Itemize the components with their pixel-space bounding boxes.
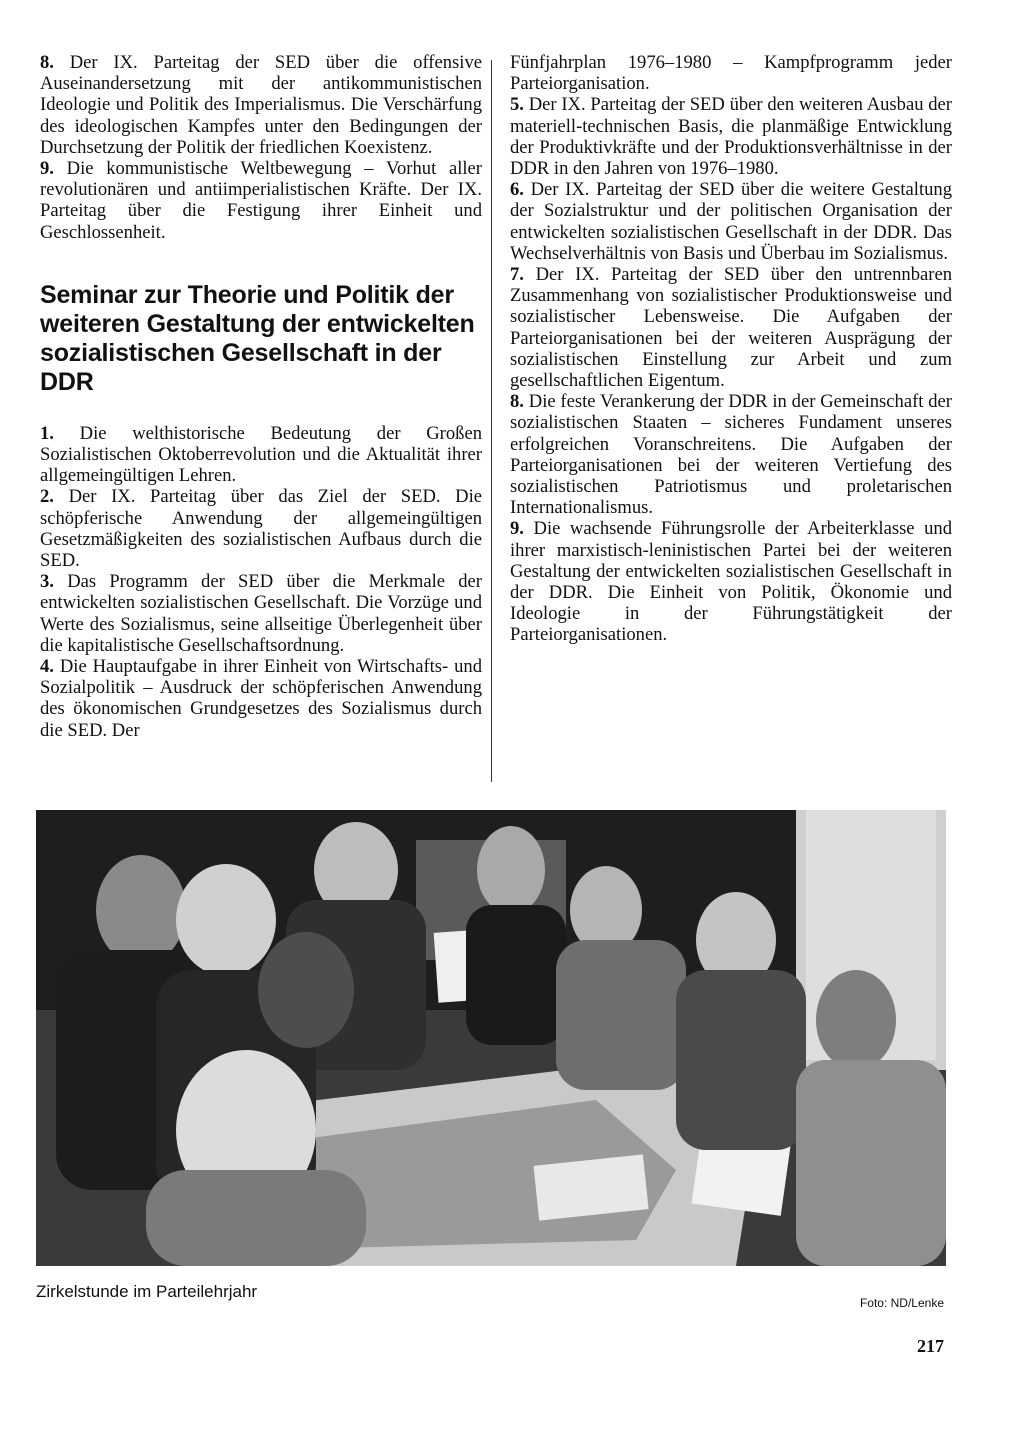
item-number: 8.: [510, 391, 524, 413]
photo-illustration: [36, 810, 946, 1266]
item-number: 4.: [40, 656, 54, 678]
list-item: [40, 486, 482, 571]
list-item: [510, 518, 952, 645]
list-item: [40, 423, 482, 487]
photo-caption: Zirkelstunde im Parteilehrjahr: [36, 1282, 258, 1301]
item-number: 3.: [40, 571, 54, 593]
item-text: Der IX. Parteitag der SED über den weiteren Ausbau der materiell-technischen Basis, die planmäßige Entwicklung der Produktivkräfte und der Produktionsverhältnisse in der DDR in den Jahren von 1976–1980.: [510, 94, 952, 180]
item-number: 7.: [510, 264, 524, 286]
list-item: [510, 264, 952, 391]
item-text: Der IX. Parteitag der SED über die weitere Gestaltung der Sozialstruktur und der politischen Organisation der entwickelten sozialistischen Gesellschaft in der DDR. Das Wechselverhältnis von Basis und Überbau im Sozialismus.: [510, 179, 952, 264]
item-text: Die kommunistische Weltbewegung – Vorhut aller revolutionären und antiimperialistischen Kräfte. Der IX. Parteitag über die Festigung ihrer Einheit und Geschlossenheit.: [40, 158, 482, 243]
list-item: [510, 391, 952, 518]
right-column: [510, 52, 952, 646]
column-divider: [491, 60, 492, 782]
list-item: [510, 179, 952, 264]
item-text: Der IX. Parteitag der SED über die offensive Auseinandersetzung mit der antikommunistischen Ideologie und Politik des Imperialismus. Die Verschärfung des ideologischen Kampfes unter den Bedingungen der Durchsetzung der Politik der friedlichen Koexistenz.: [40, 52, 482, 158]
item-number: 8.: [40, 52, 54, 73]
list-item: [40, 52, 482, 158]
item-number: 2.: [40, 486, 54, 508]
section-heading: Seminar zur Theorie und Politik der weiteren Gestaltung der entwickelten sozialistischen Gesellschaft in der DDR: [40, 280, 475, 396]
list-item: [510, 94, 952, 179]
item-text: Die wachsende Führungsrolle der Arbeiterklasse und ihrer marxistisch-leninistischen Partei bei der weiteren Gestaltung der entwickelten sozialistischen Gesellschaft in der DDR. Die Einheit von Politik, Ökonomie und Ideologie in der Führungstätigkeit der Parteiorganisationen.: [510, 518, 952, 646]
photo-seminar-group: [36, 810, 946, 1266]
list-item: [40, 571, 482, 656]
item-number: 9.: [40, 158, 54, 180]
left-column: [40, 52, 482, 741]
page-number: 217: [917, 1336, 944, 1356]
item-number: 1.: [40, 422, 54, 444]
continuation-text: Fünfjahrplan 1976–1980 – Kampfprogramm jeder Parteiorganisation.: [510, 52, 952, 95]
item-text: Die feste Verankerung der DDR in der Gemeinschaft der sozialistischen Staaten – sicheres Fundament unseres erfolgreichen Voranschreitens. Die Aufgaben der Parteiorganisationen bei der weiteren Vertiefung des sozialistischen Patriotismus und proletarischen Internationalismus.: [510, 391, 952, 519]
item-number: 6.: [510, 179, 524, 201]
item-text: Der IX. Parteitag der SED über den untrennbaren Zusammenhang von sozialistischer Produktionsweise und sozialistischer Lebensweise. Die Aufgaben der Parteiorganisationen bei der weiteren Ausprägung der sozialistischen Einstellung zur Arbeit und zum gesellschaftlichen Eigentum.: [510, 264, 952, 392]
item-number: 5.: [510, 94, 524, 116]
list-item: [40, 158, 482, 243]
item-text: Die Hauptaufgabe in ihrer Einheit von Wirtschafts- und Sozialpolitik – Ausdruck der schöpferischen Anwendung des ökonomischen Grundgesetzes des Sozialismus durch die SED. Der: [40, 656, 482, 741]
item-number: 9.: [510, 518, 524, 540]
item-text: Die welthistorische Bedeutung der Großen Sozialistischen Oktoberrevolution und die Aktualität ihrer allgemeingültigen Lehren.: [40, 422, 482, 487]
item-text: Das Programm der SED über die Merkmale der entwickelten sozialistischen Gesellschaft. Die Vorzüge und Werte des Sozialismus, seine allseitige Überlegenheit über die kapitalistische Gesellschaftsordnung.: [40, 571, 482, 656]
list-item: [40, 656, 482, 741]
item-text: Der IX. Parteitag über das Ziel der SED. Die schöpferische Anwendung der allgemeingültigen Gesetzmäßigkeiten des sozialistischen Aufbaus durch die SED.: [40, 486, 482, 572]
photo-credit: Foto: ND/Lenke: [859, 1296, 944, 1310]
